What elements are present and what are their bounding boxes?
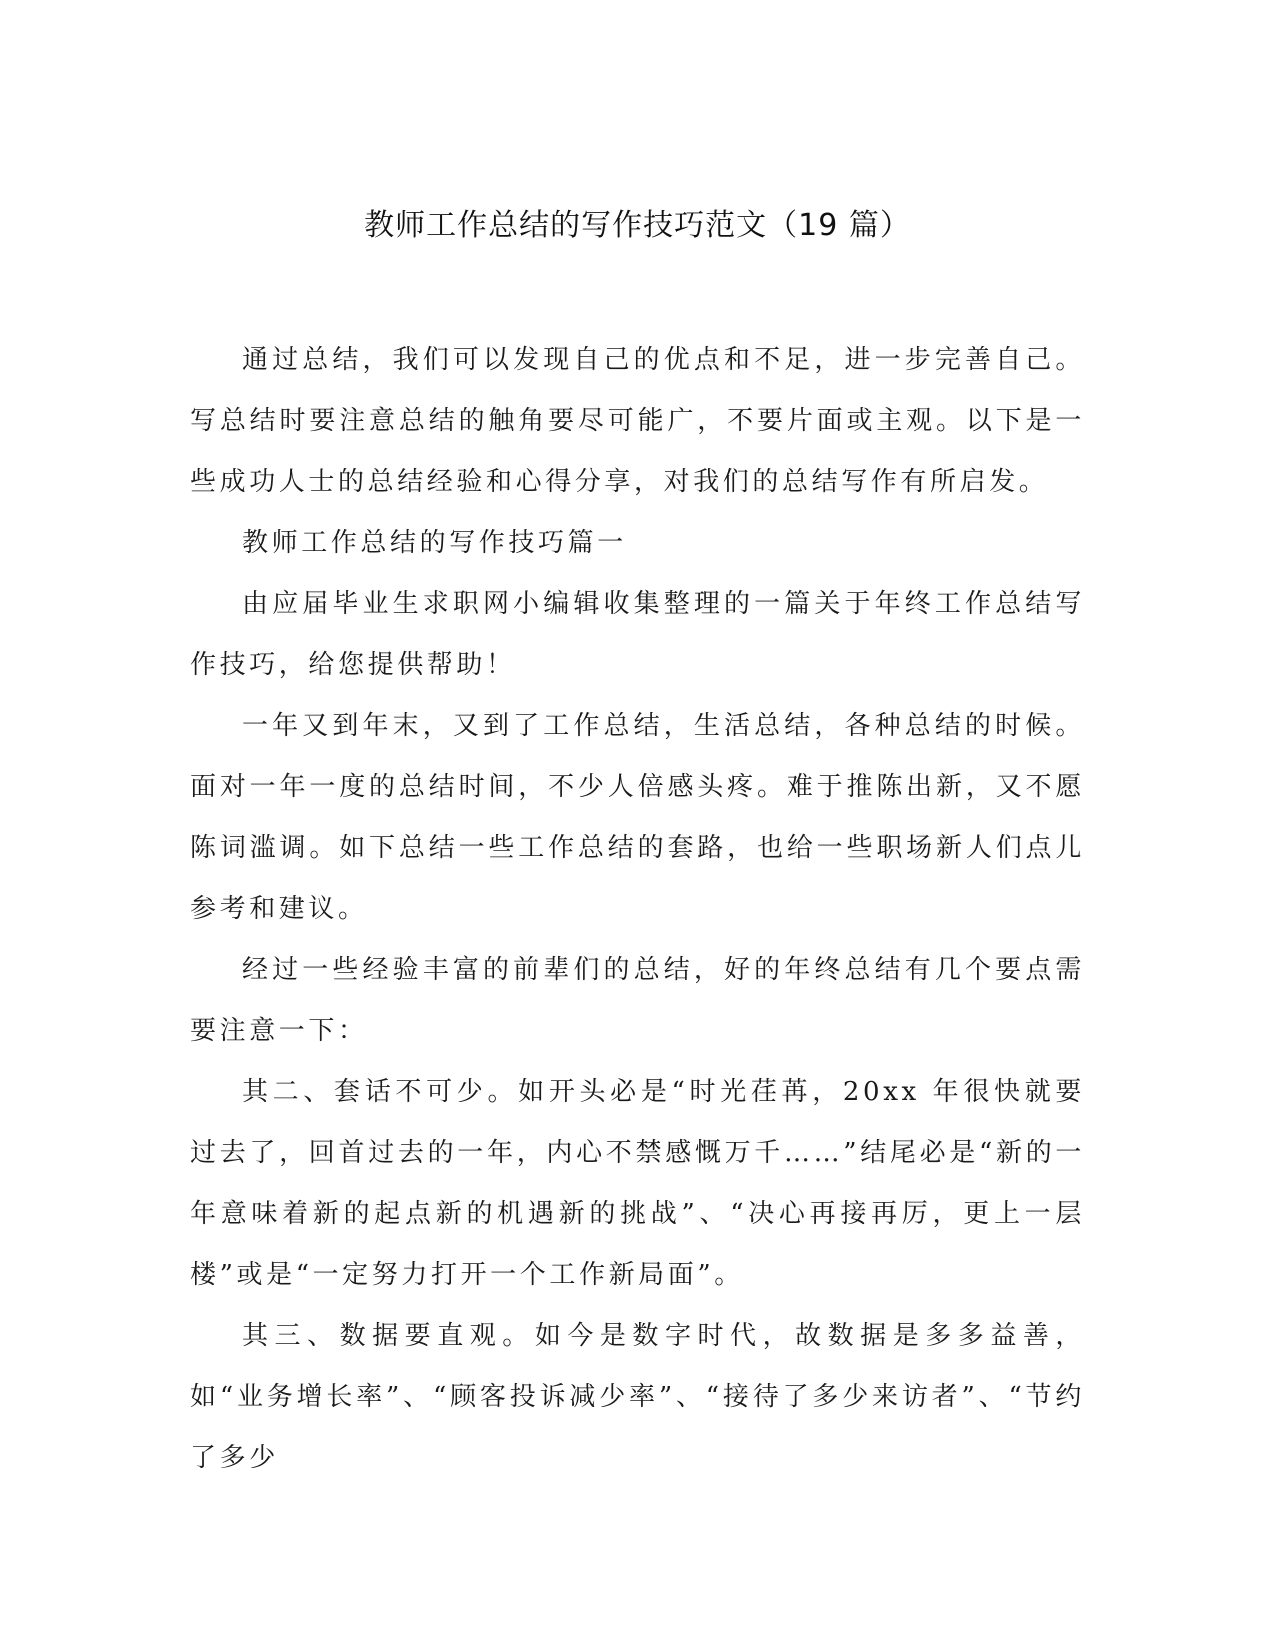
document-title: 教师工作总结的写作技巧范文（19 篇） (364, 208, 911, 243)
section-heading: 教师工作总结的写作技巧篇一 (242, 528, 627, 558)
body-paragraph: 其二、套话不可少。如开头必是“时光荏苒，20xx 年很快就要过去了，回首过去的一年，内心不禁感慨万千……”结尾必是“新的一年意味着新的起点新的机遇新的挑战”、“决心再接再厉，更上一层楼”或是“一定努力打开一个工作新局面”。 (190, 1077, 1085, 1290)
document-body (190, 330, 1085, 1489)
body-paragraph: 经过一些经验丰富的前辈们的总结，好的年终总结有几个要点需要注意一下： (190, 955, 1085, 1046)
body-paragraph: 其三、数据要直观。如今是数字时代，故数据是多多益善，如“业务增长率”、“顾客投诉减少率”、“接待了多少来访者”、“节约了多少 (190, 1321, 1085, 1473)
body-paragraph: 由应届毕业生求职网小编辑收集整理的一篇关于年终工作总结写作技巧，给您提供帮助！ (190, 589, 1085, 680)
body-paragraph: 一年又到年末，又到了工作总结，生活总结，各种总结的时候。面对一年一度的总结时间，不少人倍感头疼。难于推陈出新，又不愿陈词滥调。如下总结一些工作总结的套路，也给一些职场新人们点儿参考和建议。 (190, 711, 1085, 924)
intro-paragraph: 通过总结，我们可以发现自己的优点和不足，进一步完善自己。写总结时要注意总结的触角要尽可能广，不要片面或主观。以下是一些成功人士的总结经验和心得分享，对我们的总结写作有所启发。 (190, 345, 1085, 497)
